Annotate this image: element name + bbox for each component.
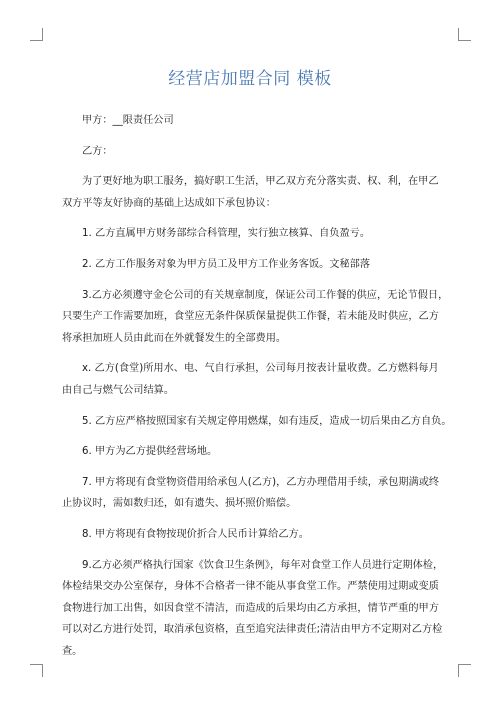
paragraph-line: 可以对乙方进行处罚，取消承包资格，直至追究法律责任;清洁由甲方不定期对乙方检 [62, 624, 443, 636]
paragraph-line: 8. 甲方将现有食物按现价折合人民币计算给乙方。 [82, 528, 309, 540]
contract-paragraph [62, 524, 442, 546]
paragraph-line: x. 乙方(食堂)所用水、电、气自行承担，公司每月按表计量收费。乙方燃料每月 [82, 363, 439, 375]
contract-paragraph [62, 285, 449, 350]
paragraph-line: 5. 乙方应严格按照国家有关规定停用燃煤，如有违反，造成一切后果由乙方自负。 [82, 415, 452, 427]
document-title: 经营店加盟合同 模板 [168, 69, 332, 89]
paragraph-line: 2. 乙方工作服务对象为甲方员工及甲方工作业务客饭。文秘部落 [82, 258, 371, 270]
document-body [62, 110, 452, 662]
paragraph-line: 3.乙方必须遵守金仑公司的有关规章制度，保证公司工作餐的供应，无论节假日， [82, 289, 449, 301]
crop-mark-bottom-right [458, 664, 471, 677]
contract-paragraph [62, 223, 442, 245]
party-b-line: 乙方： [82, 145, 113, 157]
paragraph-line: 只要生产工作需要加班，食堂应无条件保质保量提供工作餐，若未能及时供应，乙方 [62, 311, 439, 323]
paragraph-line: 为了更好地为职工服务，搞好职工生活，甲乙双方充分落实责、权、利，在甲乙 [82, 176, 439, 188]
paragraph-line: 体检结果交办公室保存，身体不合格者一律不能从事食堂工作。严禁使用过期或变质 [62, 581, 439, 593]
paragraph-line: 将承担加班人员由此而在外就餐发生的全部费用。 [62, 332, 287, 344]
contract-paragraph [62, 358, 442, 401]
crop-mark-top-right [458, 28, 471, 41]
contract-paragraph [62, 441, 442, 463]
paragraph-line: 由自己与燃气公司结算。 [62, 384, 175, 396]
paragraph-line: 6. 甲方为乙方提供经营场地。 [82, 446, 218, 458]
crop-mark-bottom-left [30, 664, 43, 677]
paragraph-line: 食物进行加工出售，如因食堂不清洁，而造成的后果均由乙方承担，情节严重的甲方 [62, 602, 439, 614]
contract-paragraph [62, 411, 452, 433]
paragraph-line: 止协议时，需如数归还，如有遗失、损坏照价赔偿。 [62, 498, 297, 510]
contract-paragraph [62, 171, 442, 214]
paragraph-line: 查。 [62, 645, 83, 657]
paragraph-line: 双方平等友好协商的基础上达成如下承包协议： [62, 197, 276, 209]
paragraph-line: 7. 甲方将现有食堂物资借用给承包人(乙方)，乙方办理借用手续，承包期满或终 [82, 476, 440, 488]
paragraph-line: 9.乙方必须严格执行国家《饮食卫生条例》，每年对食堂工作人员进行定期体检， [82, 559, 444, 571]
contract-paragraph [62, 254, 442, 276]
contract-paragraph [62, 555, 442, 663]
party-a-line: 甲方：__限责任公司 [82, 115, 174, 126]
contract-paragraph [62, 472, 442, 515]
crop-mark-top-left [30, 28, 43, 41]
paragraph-line: 1. 乙方直属甲方财务部综合科管理，实行独立核算、自负盈亏。 [82, 228, 371, 240]
